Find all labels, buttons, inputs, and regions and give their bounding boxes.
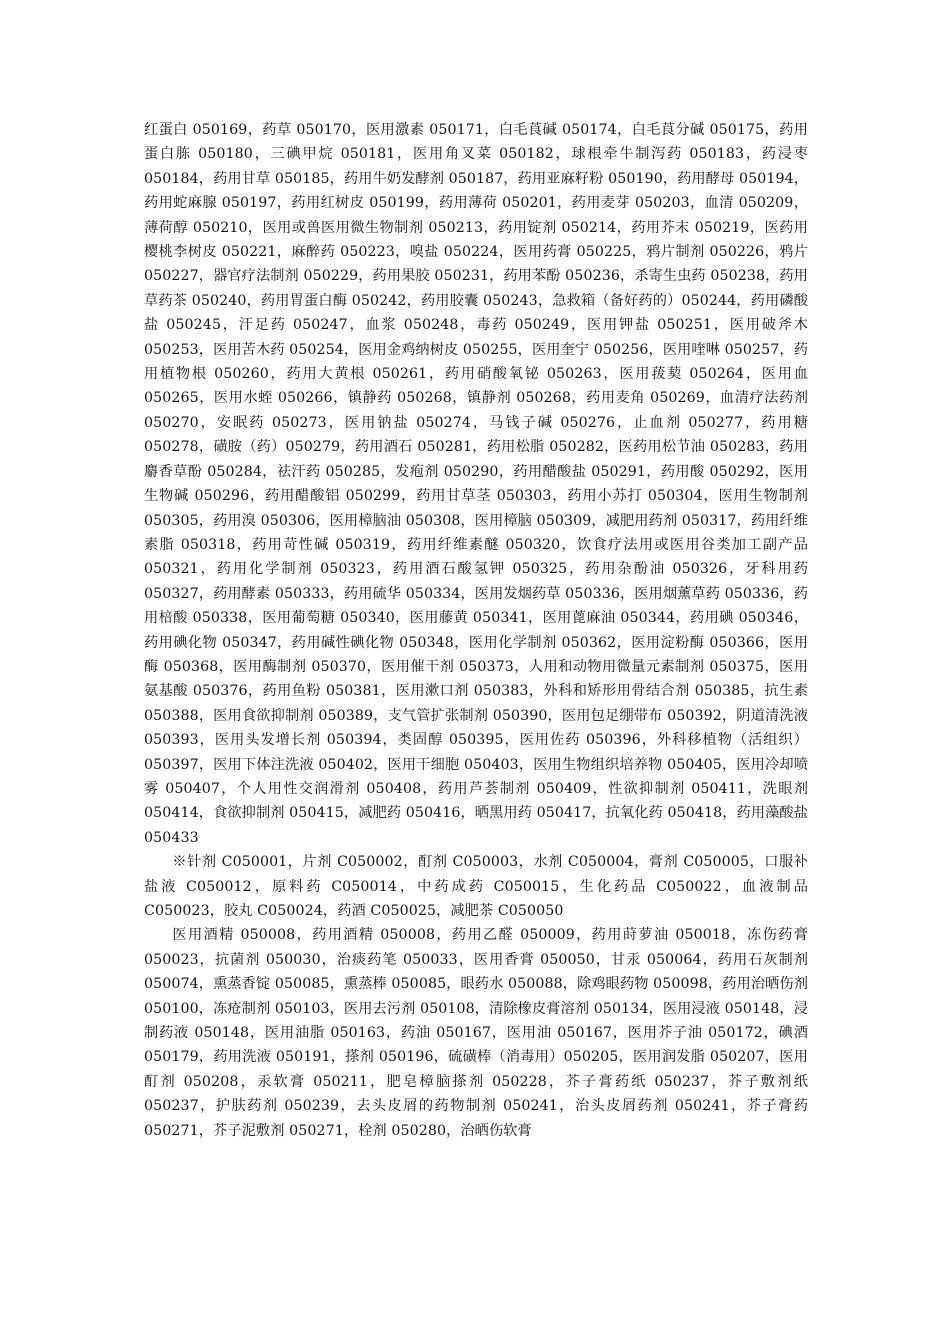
paragraph-3: 医用酒精 050008，药用酒精 050008，药用乙醛 050009，药用莳萝油 050018，冻伤药膏 050023，抗菌剂 050030，治痰药笔 050033，医用香膏 050050，甘汞 050064，药用石灰制剂 050074，熏蒸香锭 050085，熏蒸棒 050085，眼药水 050088，除鸡眼药物 050098，药用治晒伤剂 050100，冻疮制剂 050103，医用去污剂 050108，清除橡皮膏溶剂 050134，医用浸液 050148，浸制药液 050148，医用油脂 050163，药油 050167，医用油 050167，医用芥子油 050172，碘酒 050179，药用洗液 050191，搽剂 050196，硫磺棒（消毒用）050205，医用润发脂 050207，医用酊剂 050208，汞软膏 050211，肥皂樟脑搽剂 050228，芥子膏药纸 050237，芥子敷剂纸 050237，护肤药剂 050239，去头皮屑的药物制剂 050241，治头皮屑药剂 050241，芥子膏药 050271，芥子泥敷剂 050271，栓剂 050280，治晒伤软膏 (144, 927, 808, 1139)
paragraph-1: 红蛋白 050169，药草 050170，医用激素 050171，白毛莨碱 050174，白毛莨分碱 050175，药用蛋白胨 050180，三碘甲烷 050181，医用角叉菜 050182，球根牵牛制泻药 050183，药浸枣 050184，药用甘草 050185，药用牛奶发酵剂 050187，药用亚麻籽粉 050190，药用酵母 050194，药用蛇麻腺 050197，药用红树皮 050199，药用薄荷 050201，药用麦芽 050203，血清 050209，薄荷醇 050210，医用或兽医用微生物制剂 050213，药用锭剂 050214，药用芥末 050219，医药用樱桃李树皮 050221，麻醉药 050223，嗅盐 050224，医用药膏 050225，鸦片制剂 050226，鸦片 050227，器官疗法制剂 050229，药用果胶 050231，药用苯酚 050236，杀寄生虫药 050238，药用草药茶 050240，药用胃蛋白酶 050242，药用胶囊 050243，急救箱（备好药的）050244，药用磷酸盐 050245，汗足药 050247，血浆 050248，毒药 050249，医用钾盐 050251，医用破斧木 050253，医用苦木药 050254，医用金鸡纳树皮 050255，医用奎宁 050256，医用喹啉 050257，药用植物根 050260，药用大黄根 050261，药用硝酸氧铋 050263，医用菝葜 050264，医用血 050265，医用水蛭 050266，镇静药 050268，镇静剂 050268，药用麦角 050269，血清疗法药剂 050270，安眠药 050273，医用钠盐 050274，马钱子碱 050276，止血剂 050277，药用糖 050278，磺胺（药）050279，药用酒石 050281，药用松脂 050282，医药用松节油 050283，药用麝香草酚 050284，祛汗药 050285，发疱剂 050290，药用醋酸盐 050291，药用酸 050292，医用生物碱 050296，药用醋酸铝 050299，药用甘草茎 050303，药用小苏打 050304，医用生物制剂 050305，药用溴 050306，医用樟脑油 050308，医用樟脑 050309，减肥用药剂 050317，药用纤维素脂 050318，药用苛性碱 050319，药用纤维素醚 050320，饮食疗法用或医用谷类加工副产品 050321，药用化学制剂 050323，药用酒石酸氢钾 050325，药用杂酚油 050326，牙科用药 050327，药用酵素 050333，药用硫华 050334，医用发烟药草 050336，医用烟薰草药 050336，药用棓酸 050338，医用葡萄糖 050340，医用藤黄 050341，医用蓖麻油 050344，药用碘 050346，药用碘化物 050347，药用碱性碘化物 050348，医用化学制剂 050362，医用淀粉酶 050366，医用酶 050368，医用酶制剂 050370，医用催干剂 050373，人用和动物用微量元素制剂 050375，医用氨基酸 050376，药用鱼粉 050381，医用漱口剂 050383，外科和矫形用骨结合剂 050385，抗生素 050388，医用食欲抑制剂 050389，支气管扩张制剂 050390，医用包足绷带布 050392，阴道清洗液 050393，医用头发增长剂 050394，类固醇 050395，医用佐药 050396，外科移植物（活组织）050397，医用下体注洗液 050402，医用干细胞 050403，医用生物组织培养物 050405，医用冷却喷雾 050407，个人用性交润滑剂 050408，药用芦荟制剂 050409，性欲抑制剂 050411，洗眼剂 050414，食欲抑制剂 050415，减肥药 050416，晒黑用药 050417，抗氧化药 050418，药用藻酸盐 050433 (144, 122, 808, 846)
paragraph-2: ※针剂 C050001，片剂 C050002，酊剂 C050003，水剂 C050004，膏剂 C050005，口服补盐液 C050012，原料药 C050014，中药成药 C050015，生化药品 C050022，血液制品 C050023，胶丸 C050024，药酒 C050025，减肥茶 C050050 (144, 854, 808, 919)
document-body (144, 118, 808, 1143)
